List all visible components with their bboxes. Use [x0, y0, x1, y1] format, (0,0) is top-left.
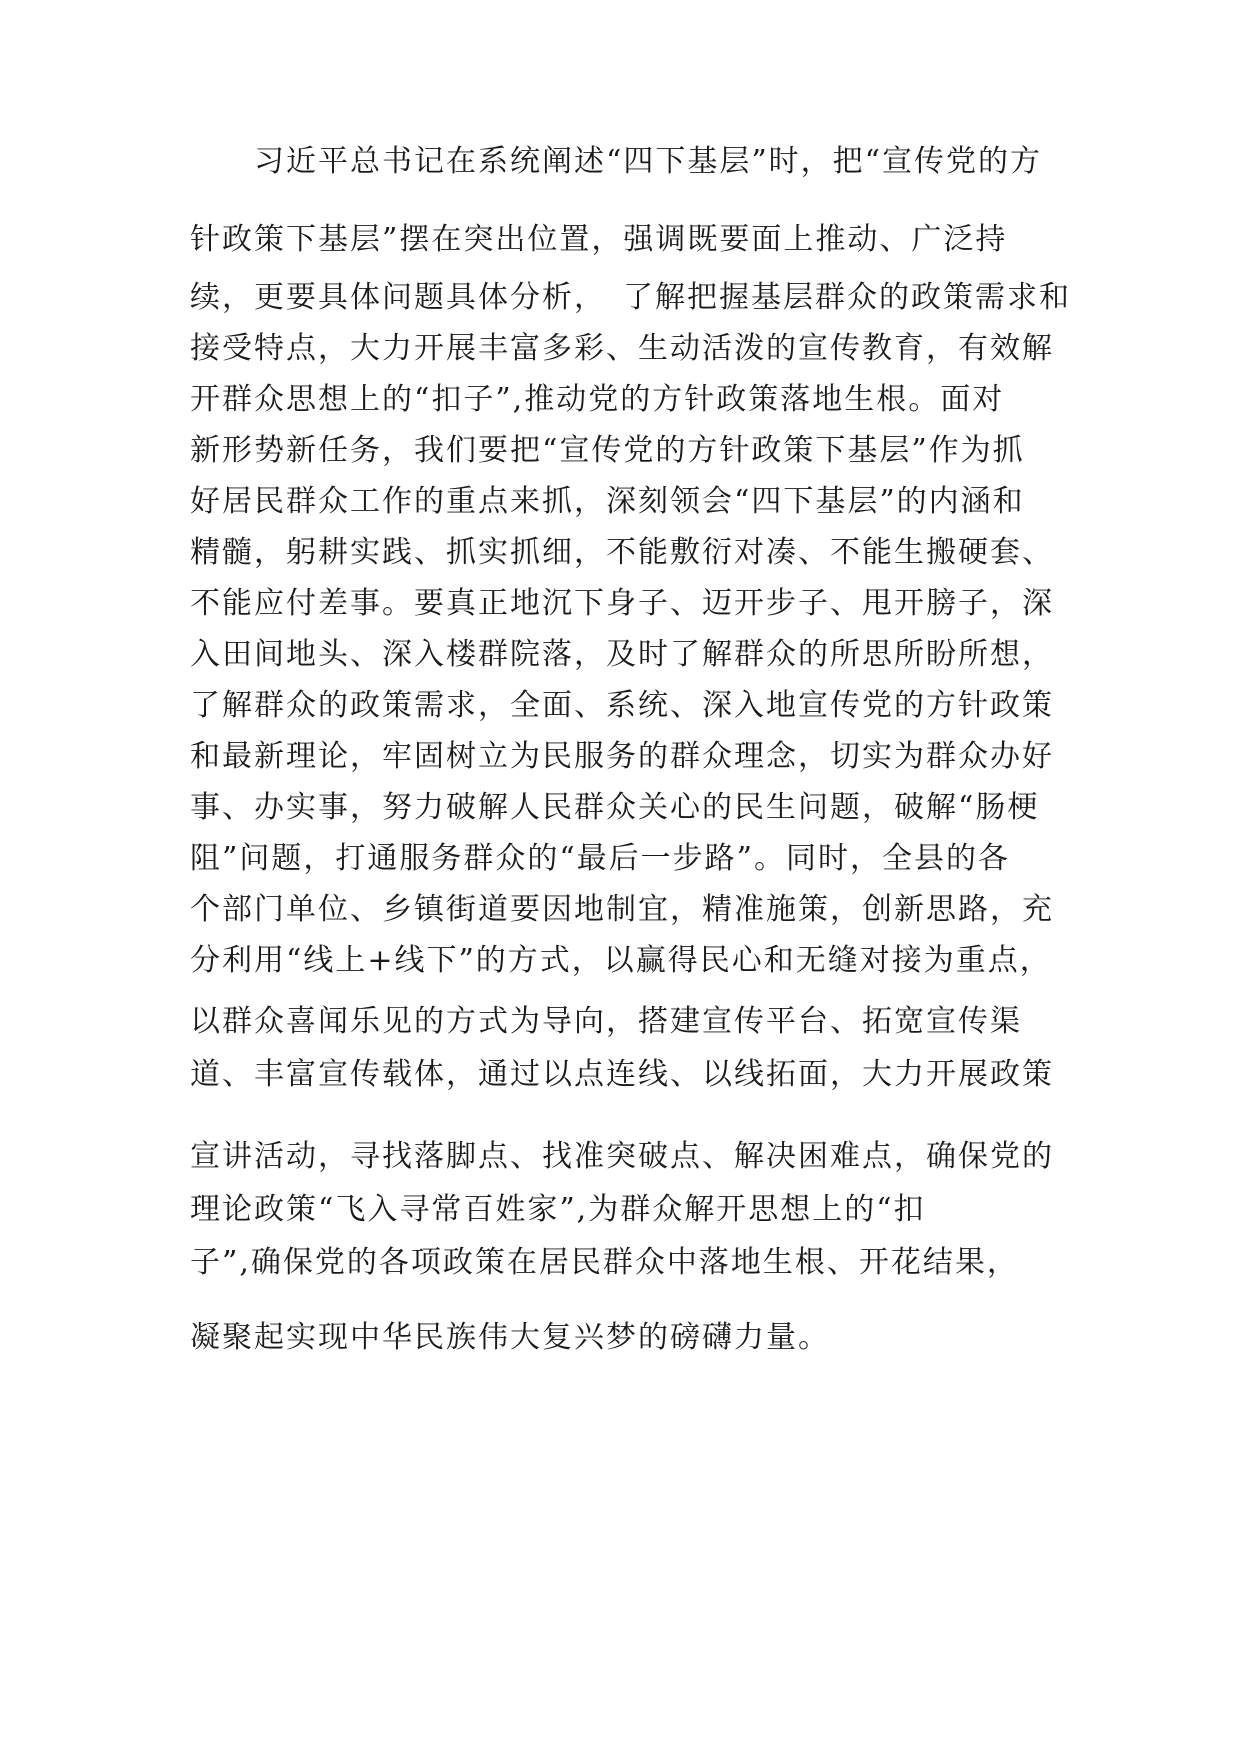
- text-line: 子”,确保党的各项政策在居民群众中落地生根、开花结果，: [190, 1245, 1019, 1280]
- text-line: 个部门单位、乡镇街道要因地制宜，精准施策，创新思路，充: [190, 892, 1054, 927]
- text-line: 接受特点，大力开展丰富多彩、生动活泼的宣传教育，有效解: [190, 331, 1054, 366]
- text-line: 道、丰富宣传载体，通过以点连线、以线拓面，大力开展政策: [190, 1057, 1054, 1092]
- text-line: 凝聚起实现中华民族伟大复兴梦的磅礴力量。: [190, 1320, 830, 1355]
- text-line: 不能应付差事。要真正地沉下身子、迈开步子、甩开膀子，深: [190, 586, 1054, 621]
- text-line: 针政策下基层”摆在突出位置，强调既要面上推动、广泛持: [190, 222, 1008, 257]
- text-line: 宣讲活动，寻找落脚点、找准突破点、解决困难点，确保党的: [190, 1139, 1054, 1174]
- text-line: 精髓，躬耕实践、抓实抓细，不能敷衍对凑、不能生搬硬套、: [190, 535, 1054, 570]
- text-line: 习近平总书记在系统阐述“四下基层”时，把“宣传党的方: [190, 144, 1043, 179]
- text-line: 入田间地头、深入楼群院落，及时了解群众的所思所盼所想，: [190, 637, 1054, 672]
- text-line: 事、办实事，努力破解人民群众关心的民生问题，破解“肠梗: [190, 790, 1040, 825]
- text-line: 续，更要具体问题具体分析， 了解把握基层群众的政策需求和: [190, 280, 1071, 315]
- text-line: 和最新理论，牢固树立为民服务的群众理念，切实为群众办好: [190, 739, 1054, 774]
- text-line: 阻”问题，打通服务群众的“最后一步路”。同时，全县的各: [190, 841, 1011, 876]
- text-line: 新形势新任务，我们要把“宣传党的方针政策下基层”作为抓: [190, 433, 1025, 468]
- text-line: 好居民群众工作的重点来抓，深刻领会“四下基层”的内涵和: [190, 484, 1025, 519]
- text-line: 开群众思想上的“扣子”,推动党的方针政策落地生根。面对: [190, 382, 1005, 417]
- text-line: 分利用“线上+线下”的方式，以赢得民心和无缝对接为重点，: [190, 943, 1052, 978]
- text-line: 以群众喜闻乐见的方式为导向，搭建宣传平台、拓宽宣传渠: [190, 1004, 1022, 1039]
- text-line: 理论政策“飞入寻常百姓家”,为群众解开思想上的“扣: [190, 1192, 926, 1227]
- text-line: 了解群众的政策需求，全面、系统、深入地宣传党的方针政策: [190, 688, 1054, 723]
